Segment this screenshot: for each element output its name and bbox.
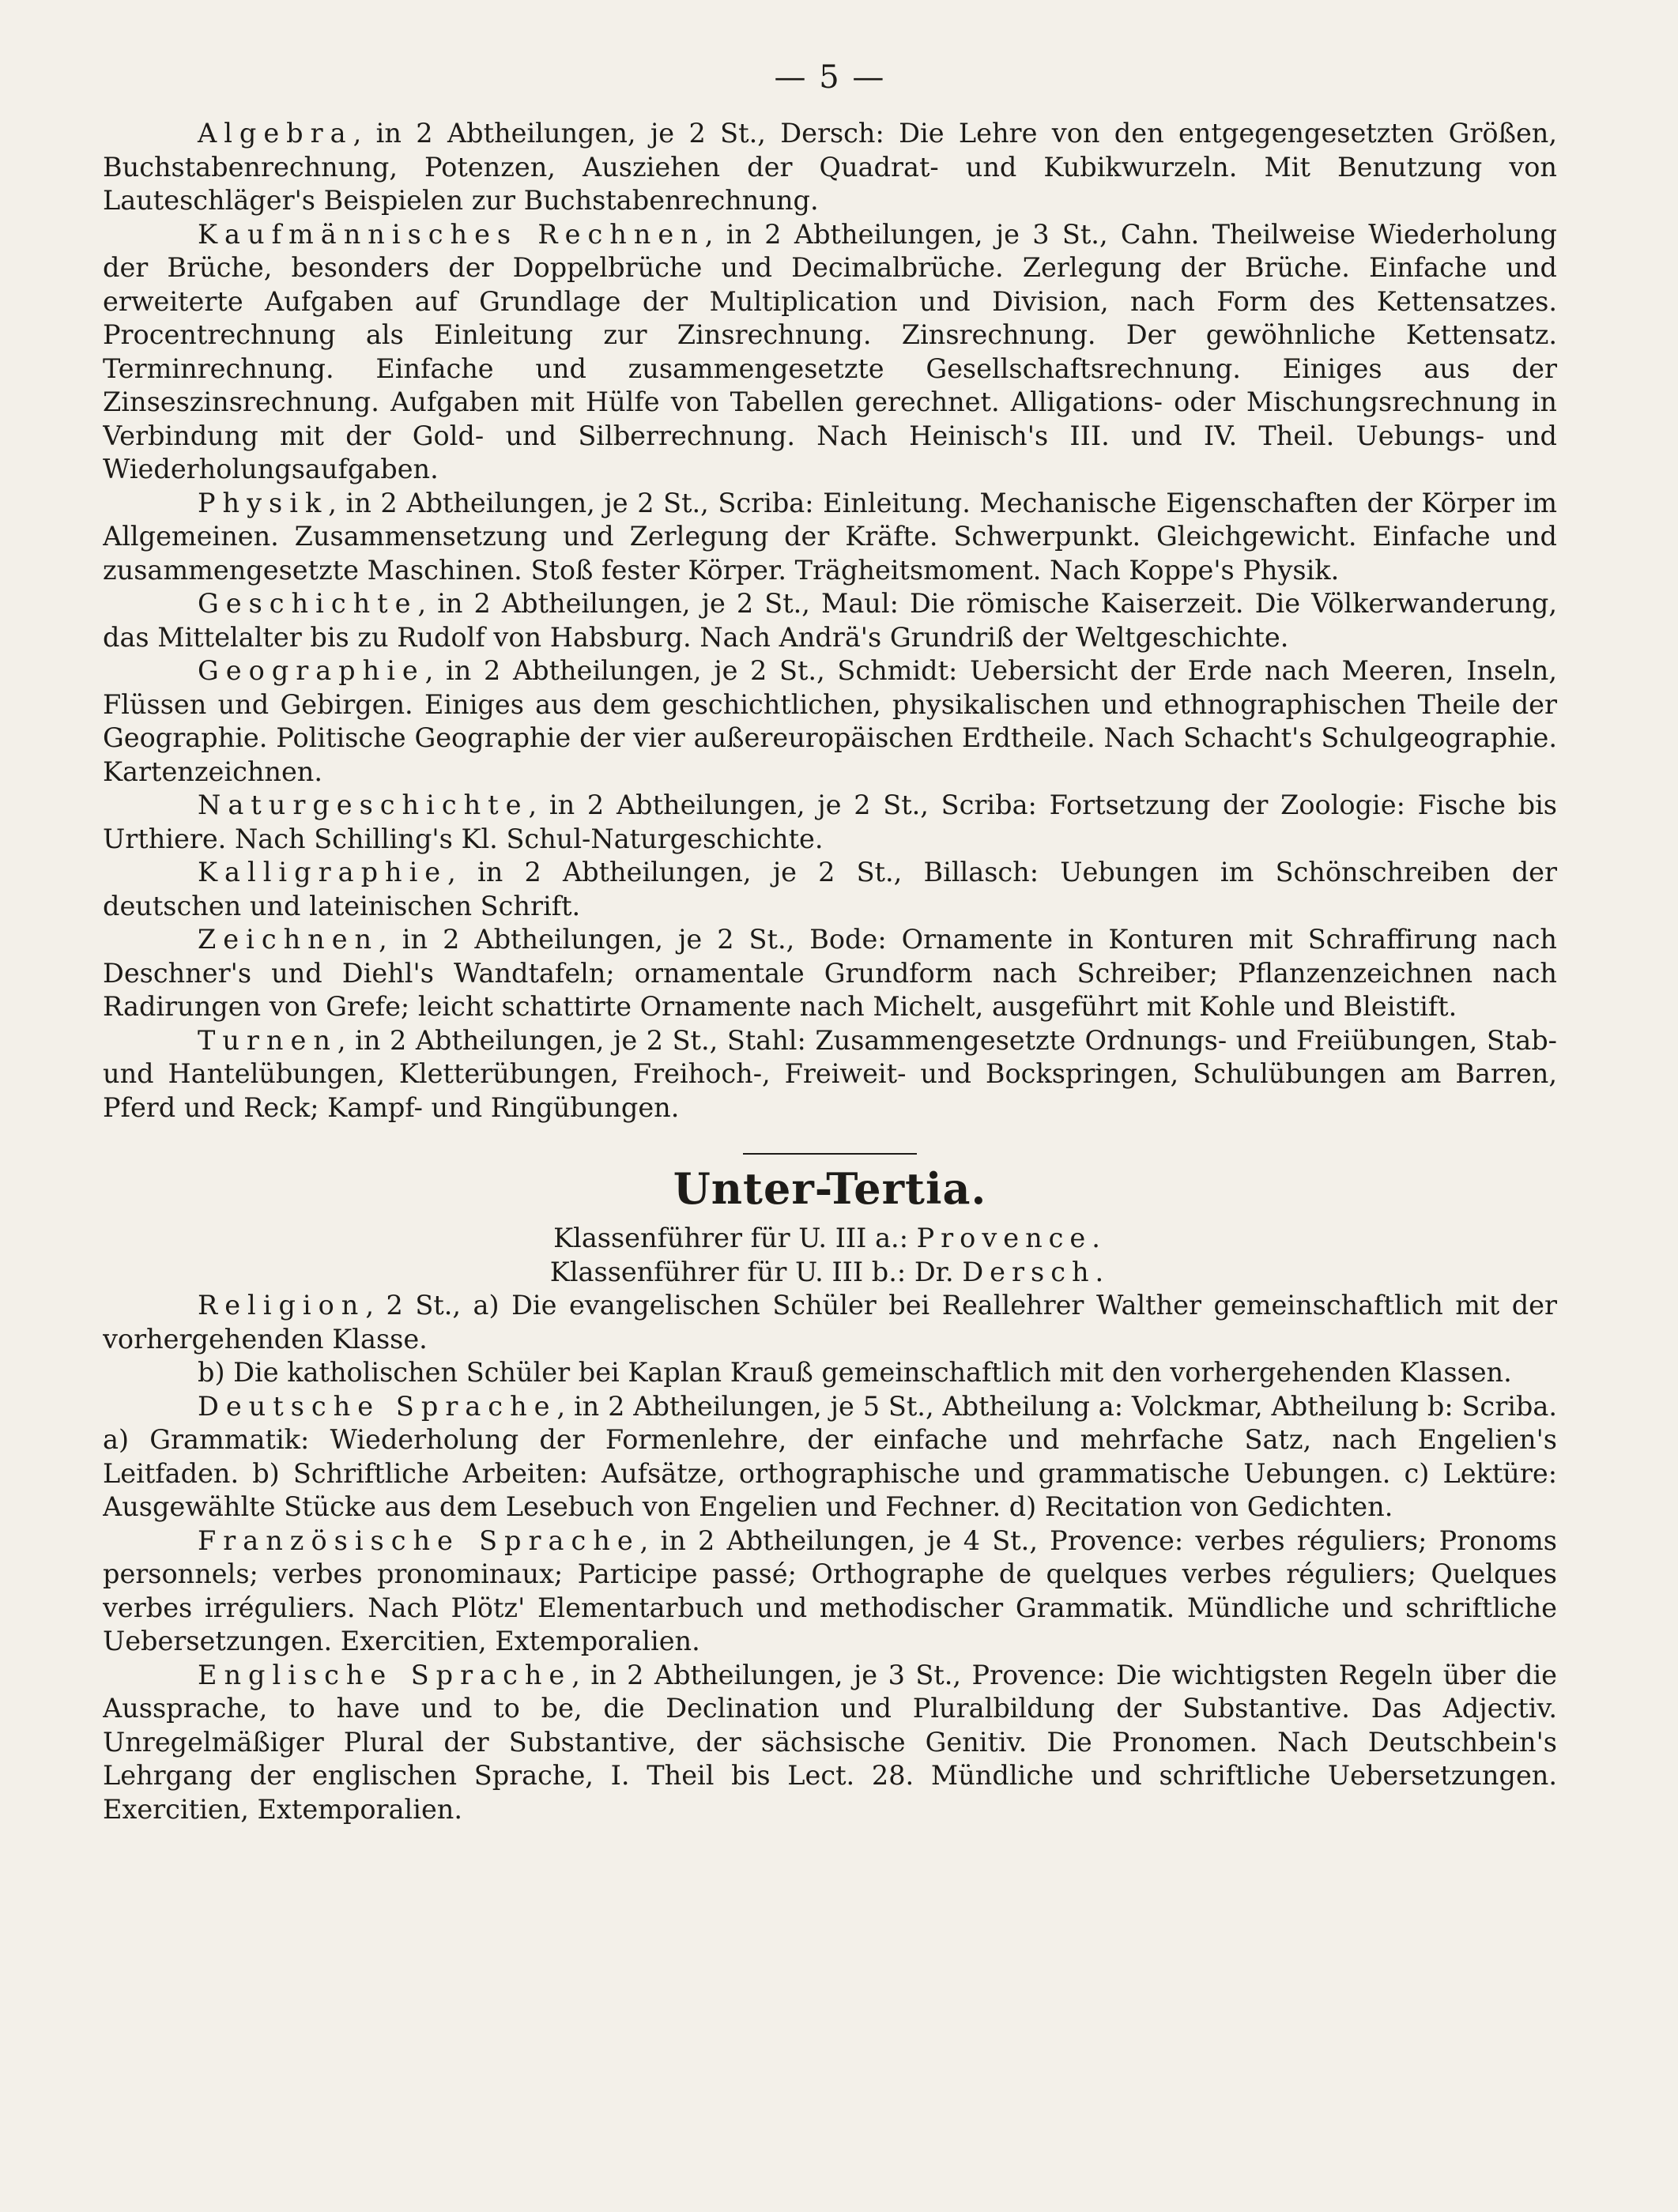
subject-text: , 2 St., a) Die evangelischen Schüler bei Reallehrer Walther gemeinschaftlich mit der vorhergehenden Klasse.	[103, 1290, 1557, 1355]
subject-paragraph-religion	[103, 1289, 1557, 1356]
subject-text: b) Die katholischen Schüler bei Kaplan Krauß gemeinschaftlich mit den vorhergehenden Klassen.	[198, 1357, 1512, 1389]
subject-name: Kaufmännisches Rechnen	[198, 218, 705, 250]
subject-name: Deutsche Sprache	[198, 1390, 557, 1422]
subject-text: , in 2 Abtheilungen, je 4 St., Provence: verbes réguliers; Pronoms personnels; verbes pronominaux; Participe passé; Orthographe de quelques verbes réguliers; Quelques verbes irréguliers. Nach Plötz' Elementarbuch und methodischer Grammatik. Mündliche und schriftliche Uebersetzungen. Exercitien, Extemporalien.	[103, 1524, 1557, 1657]
subject-paragraph-turnen	[103, 1024, 1557, 1125]
subject-name: Algebra	[198, 118, 353, 149]
class-leader-b	[103, 1256, 1557, 1290]
subject-name: Turnen	[198, 1024, 337, 1056]
subject-name: Englische Sprache	[198, 1659, 572, 1690]
subject-paragraph-physik	[103, 487, 1557, 588]
class-leader-a	[103, 1222, 1557, 1256]
subject-text: , in 2 Abtheilungen, je 2 St., Scriba: Fortsetzung der Zoologie: Fische bis Urthiere. Nach Schilling's Kl. Schul-Naturgeschichte.	[103, 789, 1557, 854]
subject-name: Physik	[198, 487, 329, 518]
subject-name: Kalligraphie	[198, 857, 448, 887]
subject-name: Geschichte	[198, 588, 418, 619]
subject-name: Naturgeschichte	[198, 789, 529, 820]
subject-paragraph-franzoesische-sprache	[103, 1524, 1557, 1659]
subject-paragraph-kalligraphie	[103, 856, 1557, 923]
subject-paragraph-religion-catholic	[103, 1356, 1557, 1390]
subject-text: , in 2 Abtheilungen, je 3 St., Cahn. Theilweise Wiederholung der Brüche, besonders der Doppelbrüche und Decimalbrüche. Zerlegung der Brüche. Einfache und erweiterte Aufgaben auf Grundlage der Multiplication und Division, nach Form des Kettensatzes. Procentrechnung als Einleitung zur Zinsrechnung. Zinsrechnung. Der gewöhnliche Kettensatz. Terminrechnung. Einfache und zusammengesetzte Gesellschaftsrechnung. Einiges aus der Zinseszinsrechnung. Aufgaben mit Hülfe von Tabellen gerechnet. Alligations- oder Mischungsrechnung in Verbindung mit der Gold- und Silberrechnung. Nach Heinisch's III. und IV. Theil. Uebungs- und Wiederholungsaufgaben.	[103, 218, 1557, 484]
subject-text: , in 2 Abtheilungen, je 2 St., Billasch: Uebungen im Schönschreiben der deutschen und lateinischen Schrift.	[103, 857, 1557, 921]
lower-subject-list	[103, 1289, 1557, 1826]
subject-text: , in 2 Abtheilungen, je 2 St., Bode: Ornamente in Konturen mit Schraffirung nach Deschner's und Diehl's Wandtafeln; ornamentale Grundform nach Schreiber; Pflanzenzeichnen nach Radirungen von Grefe; leicht schattirte Ornamente nach Michelt, ausgeführt mit Kohle und Bleistift.	[103, 924, 1557, 1022]
class-leader-a-label: Klassenführer für U. III a.:	[553, 1223, 917, 1254]
subject-text: , in 2 Abtheilungen, je 2 St., Scriba: Einleitung. Mechanische Eigenschaften der Körper im Allgemeinen. Zusammensetzung und Zerlegung der Kräfte. Schwerpunkt. Gleichgewicht. Einfache und zusammengesetzte Maschinen. Stoß fester Körper. Trägheitsmoment. Nach Koppe's Physik.	[103, 487, 1557, 586]
class-leader-b-label: Klassenführer für U. III b.: Dr.	[549, 1256, 963, 1287]
subject-name: Zeichnen	[198, 924, 379, 955]
subject-name: Geographie	[198, 655, 425, 686]
subject-paragraph-englische-sprache	[103, 1659, 1557, 1827]
subject-paragraph-geschichte	[103, 587, 1557, 654]
subject-paragraph-zeichnen	[103, 923, 1557, 1024]
subject-paragraph-geographie	[103, 654, 1557, 789]
section-title: Unter-Tertia.	[673, 1163, 987, 1214]
subject-text: , in 2 Abtheilungen, je 2 St., Dersch: Die Lehre von den entgegengesetzten Größen, Buchstabenrechnung, Potenzen, Ausziehen der Quadrat- und Kubikwurzeln. Mit Benutzung von Lauteschläger's Beispielen zur Buchstabenrechnung.	[103, 118, 1557, 216]
document-page	[103, 47, 1557, 2150]
subject-paragraph-naturgeschichte	[103, 789, 1557, 856]
subject-text: , in 2 Abtheilungen, je 2 St., Maul: Die römische Kaiserzeit. Die Völkerwanderung, das Mittelalter bis zu Rudolf von Habsburg. Nach Andrä's Grundriß der Weltgeschichte.	[103, 588, 1557, 653]
class-leader-a-name: Provence.	[916, 1223, 1107, 1254]
subject-name: Religion	[198, 1290, 366, 1321]
subject-paragraph-deutsche-sprache	[103, 1390, 1557, 1524]
section-divider	[743, 1153, 917, 1155]
subject-text: , in 2 Abtheilungen, je 3 St., Provence: Die wichtigsten Regeln über die Aussprache, to have und to be, die Declination und Pluralbildung der Substantive. Das Adjectiv. Unregelmäßiger Plural der Substantive, der sächsische Genitiv. Die Pronomen. Nach Deutschbein's Lehrgang der englischen Sprache, I. Theil bis Lect. 28. Mündliche und schriftliche Uebersetzungen. Exercitien, Extemporalien.	[103, 1659, 1557, 1825]
upper-subject-list	[103, 117, 1557, 1125]
subject-paragraph-kaufmaennisches-rechnen	[103, 218, 1557, 487]
subject-text: , in 2 Abtheilungen, je 2 St., Schmidt: Uebersicht der Erde nach Meeren, Inseln, Flüssen und Gebirgen. Einiges aus dem geschichtlichen, physikalischen und ethnographischen Theile der Geographie. Politische Geographie der vier außereuropäischen Erdtheile. Nach Schacht's Schulgeographie. Kartenzeichnen.	[103, 655, 1557, 787]
subject-paragraph-algebra	[103, 117, 1557, 218]
class-leader-b-name: Dersch.	[962, 1256, 1110, 1287]
subject-text: , in 2 Abtheilungen, je 2 St., Stahl: Zusammengesetzte Ordnungs- und Freiübungen, Stab- und Hantelübungen, Kletterübungen, Freihoch-, Freiweit- und Bockspringen, Schulübungen am Barren, Pferd und Reck; Kampf- und Ringübungen.	[103, 1024, 1557, 1123]
subject-text: , in 2 Abtheilungen, je 5 St., Abtheilung a: Volckmar, Abtheilung b: Scriba. a) Grammatik: Wiederholung der Formenlehre, der einfache und mehrfache Satz, nach Engelien's Leitfaden. b) Schriftliche Arbeiten: Aufsätze, orthographische und grammatische Uebungen. c) Lektüre: Ausgewählte Stücke aus dem Lesebuch von Engelien und Fechner. d) Recitation von Gedichten.	[103, 1390, 1557, 1523]
page-number: — 5 —	[774, 59, 886, 96]
subject-name: Französische Sprache	[198, 1524, 640, 1556]
